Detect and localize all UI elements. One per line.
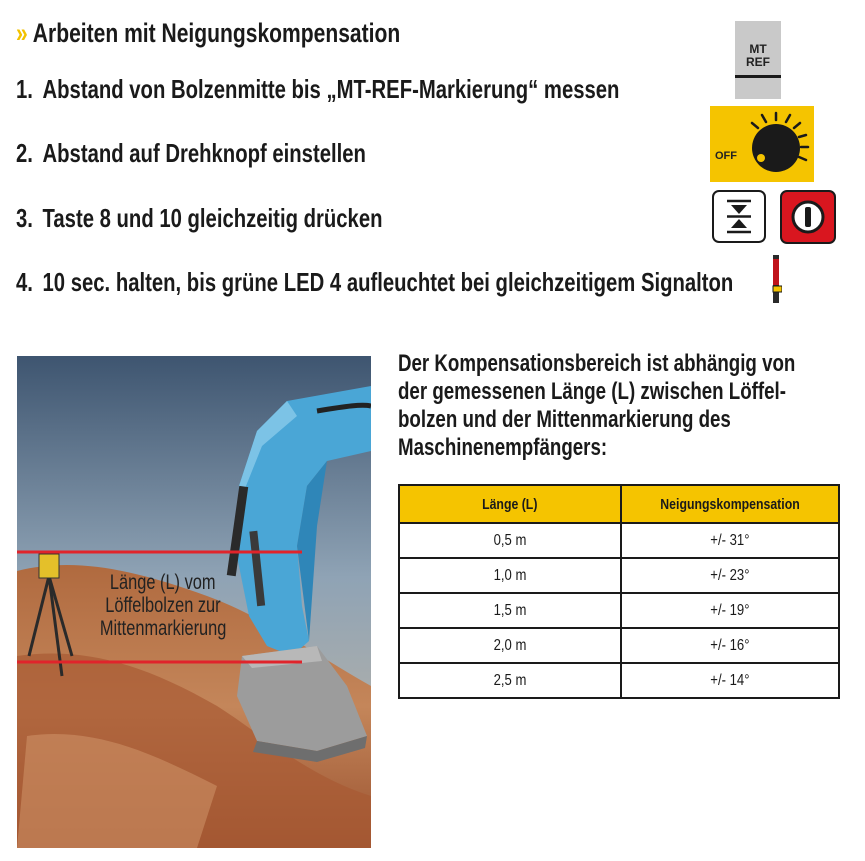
cell-compensation (621, 523, 839, 558)
cell-length (399, 523, 621, 558)
cell-length (399, 663, 621, 698)
table-row (399, 593, 839, 628)
step-text: Abstand auf Drehknopf einstellen (42, 138, 366, 168)
step-2 (16, 138, 465, 169)
step-text: 10 sec. halten, bis grüne LED 4 aufleuchtet bei gleichzeitigem Signalton (42, 267, 734, 297)
cell-length (399, 558, 621, 593)
mt-ref-label-line2: REF (746, 55, 770, 69)
description-line2: der gemessenen Länge (L) zwischen Löffel- (398, 378, 787, 405)
cell-length-text: 2,0 m (493, 636, 527, 654)
mt-ref-line (735, 75, 781, 78)
description-line4: Maschinenempfängers: (398, 434, 608, 461)
table-header-row (399, 485, 839, 523)
cell-compensation (621, 593, 839, 628)
excavator-photo (17, 356, 371, 848)
photo-caption-line1: Länge (L) vom (110, 571, 216, 594)
power-button-icon (780, 190, 836, 244)
photo-caption-line3: Mittenmarkierung (99, 617, 227, 640)
step-3 (16, 203, 486, 234)
table-row (399, 558, 839, 593)
mt-ref-label-line1: MT (749, 42, 767, 56)
header-neigungskompensation (621, 485, 839, 523)
led-indicator-icon (770, 255, 782, 303)
cell-length-text: 2,5 m (493, 671, 527, 689)
step-number: 2. (16, 138, 33, 168)
arrows-in-button-icon (712, 190, 766, 243)
header-neigungskompensation-text: Neigungskompensation (660, 495, 800, 513)
mt-ref-marker-icon (735, 21, 781, 99)
header-laenge (399, 485, 621, 523)
knob-off-label: OFF (715, 150, 737, 162)
cell-compensation-text: +/- 31° (710, 531, 750, 549)
cell-length-text: 1,0 m (493, 566, 527, 584)
compensation-table (398, 484, 840, 699)
cell-length (399, 593, 621, 628)
step-number: 4. (16, 267, 33, 297)
cell-compensation-text: +/- 16° (710, 636, 750, 654)
cell-compensation-text: +/- 19° (710, 601, 750, 619)
cell-compensation (621, 558, 839, 593)
page-title-text: Arbeiten mit Neigungskompensation (32, 18, 401, 48)
table-row (399, 523, 839, 558)
cell-compensation (621, 628, 839, 663)
page-title (16, 18, 509, 49)
step-number: 3. (16, 203, 33, 233)
table-row (399, 663, 839, 698)
header-laenge-text: Länge (L) (482, 495, 538, 513)
description-line1: Der Kompensationsbereich ist abhängig von (398, 350, 796, 377)
cell-length-text: 1,5 m (493, 601, 527, 619)
cell-length-text: 0,5 m (493, 531, 527, 549)
mt-ref-label (735, 43, 781, 69)
rotary-knob-icon (710, 106, 814, 182)
table-row (399, 628, 839, 663)
step-text: Taste 8 und 10 gleichzeitig drücken (42, 203, 383, 233)
cell-compensation-text: +/- 14° (710, 671, 750, 689)
step-number: 1. (16, 74, 33, 104)
cell-compensation-text: +/- 23° (710, 566, 750, 584)
description-line3: bolzen und der Mittenmarkierung des (398, 406, 731, 433)
step-1 (16, 74, 790, 105)
chevron-icon: » (16, 18, 28, 48)
cell-compensation (621, 663, 839, 698)
photo-caption (17, 571, 309, 640)
cell-length (399, 628, 621, 663)
compensation-description (398, 350, 865, 462)
photo-caption-line2: Löffelbolzen zur (105, 594, 221, 617)
step-4 (16, 267, 865, 298)
step-text: Abstand von Bolzenmitte bis „MT-REF-Markierung“ messen (42, 74, 620, 104)
